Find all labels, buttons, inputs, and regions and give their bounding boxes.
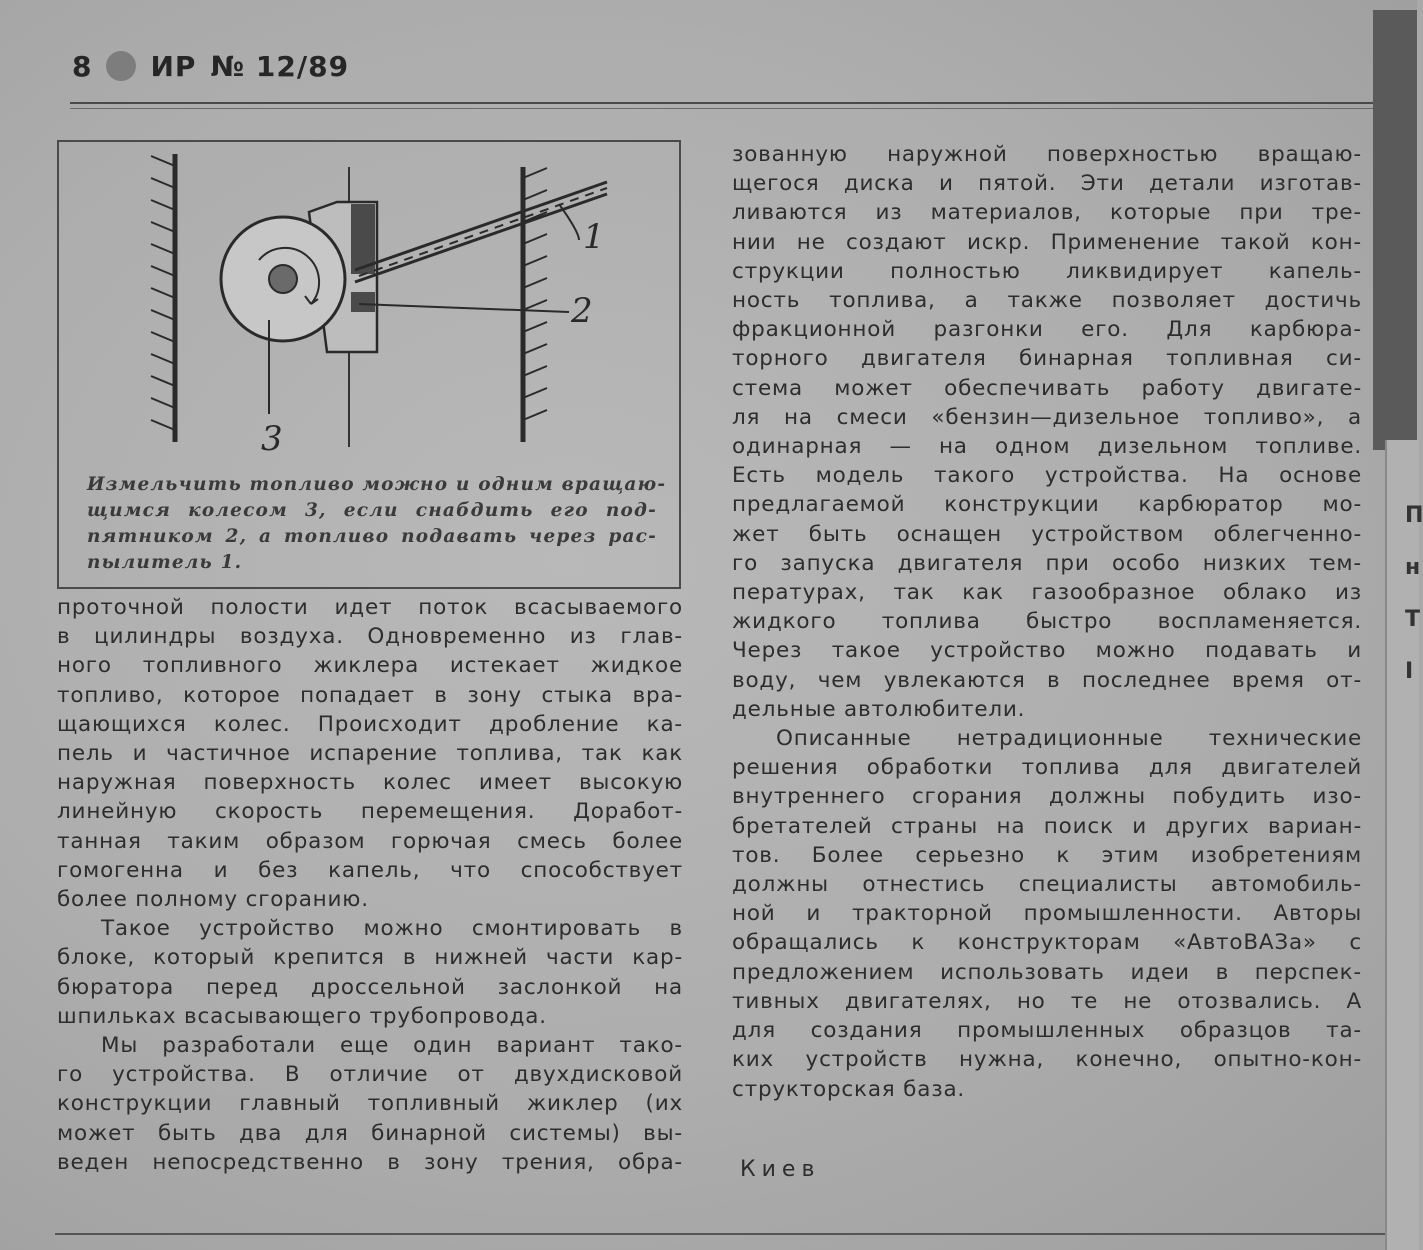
edge-char: Т: [1405, 607, 1421, 632]
text-line: ких устройств нужна, конечно, опытно-кон-: [732, 1047, 1362, 1073]
text-line: струкции полностью ликвидирует капель-: [732, 258, 1362, 284]
text-line: жидкого топлива быстро воспламеняется.: [732, 609, 1362, 635]
text-line: топливо, которое попадает в зону стыка вра-: [57, 682, 683, 708]
caption-line: пылитель 1.: [87, 552, 243, 573]
right-column: [732, 140, 1362, 1104]
text-line: ля на смеси «бензин—дизельное топливо», а: [732, 404, 1362, 430]
paragraph: [732, 724, 1362, 1104]
sprayer-tube-bottom: [355, 194, 607, 282]
adjacent-page-edge-dark: [1373, 10, 1417, 450]
text-line: более полному сгоранию.: [57, 887, 369, 913]
sprayer-tube-top: [355, 182, 607, 270]
sprayer-tube-flow: [359, 188, 607, 276]
adjacent-page-text: [1405, 490, 1423, 698]
leader-line-1: [559, 204, 579, 240]
text-line: стема может обеспечивать работу двигате-: [732, 375, 1362, 401]
figure-caption: [87, 472, 667, 576]
text-line: дельные автолюбители.: [732, 696, 1026, 722]
edge-char: I: [1405, 659, 1414, 684]
text-line: пературах, так как газообразное облако из: [732, 580, 1362, 606]
header-rule: [70, 102, 1380, 104]
text-line: ность топлива, а также позволяет достичь: [732, 288, 1362, 314]
text-line: Такое устройство можно смонтировать в: [101, 916, 683, 942]
left-column: [57, 593, 683, 1177]
text-line: предложением использовать идеи в перспек-: [732, 959, 1362, 985]
text-line: тивных двигателях, но те не отозвались. А: [732, 988, 1362, 1014]
text-line: щающихся колес. Происходит дробление ка-: [57, 711, 683, 737]
journal-name: ИР: [150, 49, 197, 83]
signature-city: Киев: [740, 1157, 821, 1182]
caption-line: Измельчить топливо можно и одним вращаю-: [87, 474, 667, 495]
text-line: Есть модель такого устройства. На основе: [732, 463, 1362, 489]
text-line: должны отнестись специалисты автомобиль-: [732, 872, 1362, 898]
text-line: предлагаемой конструкции карбюратор мо-: [732, 492, 1362, 518]
text-line: наружная поверхность колес имеет высокую: [57, 770, 683, 796]
issue-number: № 12/89: [210, 49, 350, 83]
text-line: внутреннего сгорания должны побудить изо-: [732, 784, 1362, 810]
text-line: структорская база.: [732, 1076, 966, 1102]
page-number: 8: [72, 49, 93, 83]
text-line: пель и частичное испарение топлива, так как: [57, 741, 683, 767]
caption-line: щимся колесом 3, если снабдить его под-: [87, 500, 657, 521]
left-wall-hatch: [151, 156, 175, 430]
text-line: решения обработки топлива для двигателей: [732, 755, 1362, 781]
text-line: гомогенна и без капель, что способствует: [57, 857, 683, 883]
text-line: тов. Более серьезно к этим изобретениям: [732, 842, 1362, 868]
text-line: Мы разработали еще один вариант тако-: [101, 1033, 683, 1059]
paragraph: [57, 593, 683, 914]
figure-label-3: 3: [261, 419, 283, 459]
wheel-hub: [269, 265, 297, 293]
text-line: зованную наружной поверхностью вращаю-: [732, 142, 1362, 167]
paragraph: [57, 1031, 683, 1177]
figure-label-1: 1: [583, 217, 605, 257]
edge-char: П: [1405, 503, 1423, 528]
text-line: ного топливного жиклера истекает жидкое: [57, 653, 683, 679]
text-line: блоке, который крепится в нижней части кар-: [57, 945, 683, 971]
text-line: шпильках всасывающего трубопровода.: [57, 1003, 547, 1029]
text-line: одинарная — на одном дизельном топливе.: [732, 434, 1362, 460]
bottom-rule: [55, 1233, 1385, 1235]
header-rule-thin: [70, 108, 1380, 109]
text-line: обращались к конструкторам «АвтоВАЗа» с: [732, 930, 1362, 956]
text-line: бюратора перед дроссельной заслонкой на: [57, 974, 683, 1000]
text-line: го запуска двигателя при особо низких тем-: [732, 550, 1362, 576]
text-line: бретателей страны на поиск и других вариан-: [732, 813, 1362, 839]
text-line: в цилиндры воздуха. Одновременно из глав-: [57, 624, 683, 650]
text-line: го устройства. В отличие от двухдисковой: [57, 1062, 683, 1088]
text-line: Описанные нетрадиционные технические: [776, 726, 1362, 752]
text-line: нии не создают искр. Применение такой кон-: [732, 229, 1362, 255]
text-line: торного двигателя бинарная топливная си-: [732, 346, 1362, 372]
text-line: жет быть оснащен устройством облегченно-: [732, 521, 1362, 547]
bearing-pad-lower: [351, 292, 375, 312]
caption-line: пятником 2, а топливо подавать через рас-: [87, 526, 657, 547]
header-dot-icon: [106, 51, 136, 81]
figure-label-2: 2: [571, 291, 593, 331]
text-line: воду, чем увлекаются в последнее время от-: [732, 667, 1362, 693]
text-line: ной и тракторной промышленности. Авторы: [732, 901, 1362, 927]
text-line: для создания промышленных образцов та-: [732, 1018, 1362, 1044]
text-line: может быть два для бинарной системы) вы-: [57, 1120, 683, 1146]
text-line: фракционной разгонки его. Для карбюра-: [732, 317, 1362, 343]
text-line: танная таким образом горючая смесь более: [57, 828, 683, 854]
figure-diagram: [59, 142, 679, 462]
text-line: ливаются из материалов, которые при тре-: [732, 200, 1362, 226]
text-line: щегося диска и пятой. Эти детали изготав-: [732, 171, 1362, 197]
page-header: [72, 44, 349, 88]
text-line: линейную скорость перемещения. Доработ-: [57, 799, 683, 825]
edge-char: н: [1405, 555, 1421, 580]
text-line: Через такое устройство можно подавать и: [732, 638, 1362, 664]
paragraph: [732, 140, 1362, 724]
text-line: конструкции главный топливный жиклер (их: [57, 1091, 683, 1117]
text-line: проточной полости идет поток всасываемого: [57, 595, 683, 620]
paragraph: [57, 914, 683, 1031]
text-line: веден непосредственно в зону трения, обра-: [57, 1149, 683, 1175]
leader-line-2: [359, 304, 569, 312]
figure: [57, 140, 681, 589]
